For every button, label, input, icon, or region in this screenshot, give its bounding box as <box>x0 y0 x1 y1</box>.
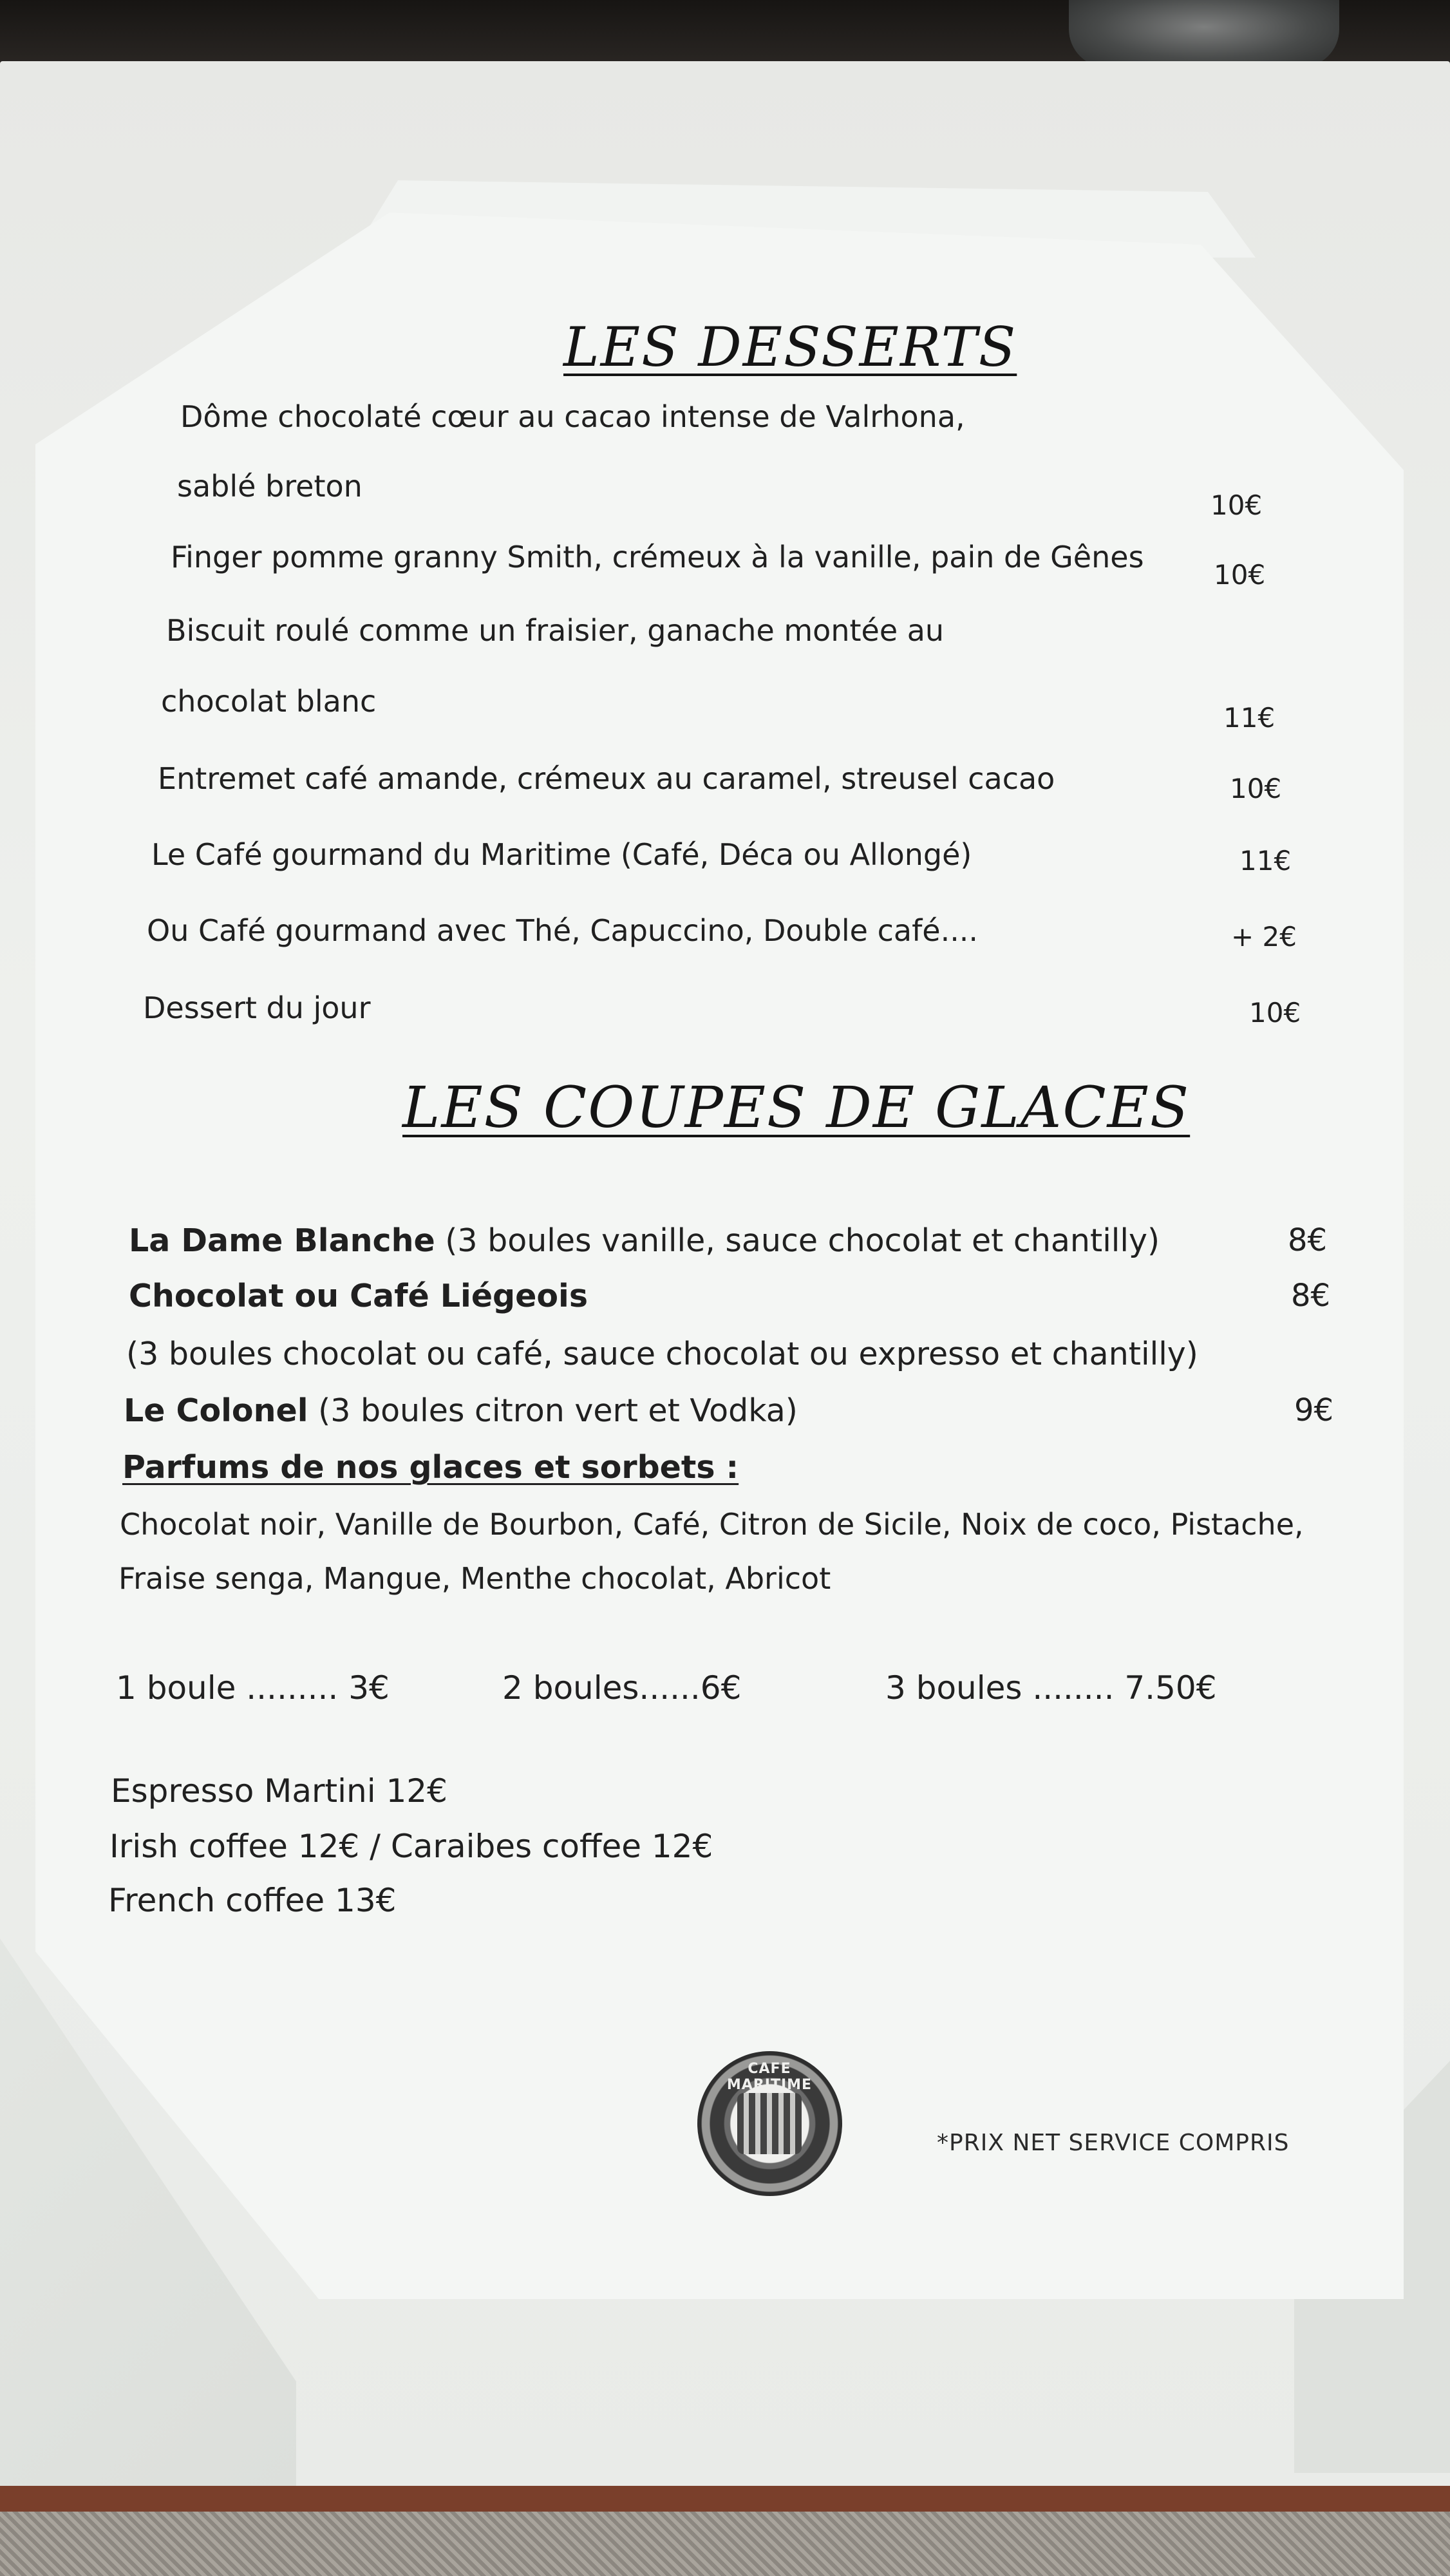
dessert-1-price: 10€ <box>1210 489 1263 521</box>
coupe-3-name: Le Colonel <box>124 1392 308 1429</box>
folder-bottom-edge <box>0 2486 1450 2512</box>
flavors-title: Parfums de nos glaces et sorbets : <box>122 1449 739 1486</box>
dessert-2-line1: Finger pomme granny Smith, crémeux à la vanille, pain de Gênes <box>171 540 1144 574</box>
dessert-3-line1: Biscuit roulé comme un fraisier, ganache montée au <box>166 613 945 648</box>
dessert-5-price: 11€ <box>1239 845 1292 876</box>
dessert-3-line2: chocolat blanc <box>161 684 377 719</box>
flavors-line-2: Fraise senga, Mangue, Menthe chocolat, Abricot <box>118 1561 831 1596</box>
service-note: *PRIX NET SERVICE COMPRIS <box>937 2130 1290 2156</box>
placemat <box>0 2512 1450 2576</box>
dessert-7-line1: Dessert du jour <box>143 990 371 1025</box>
coupe-1-price: 8€ <box>1288 1222 1328 1258</box>
dessert-4-line1: Entremet café amande, crémeux au caramel, streusel cacao <box>158 761 1055 796</box>
coupe-2-price: 8€ <box>1291 1278 1331 1314</box>
coupe-2-desc: (3 boules chocolat ou café, sauce chocolat ou expresso et chantilly) <box>126 1336 1198 1372</box>
flavors-line-1: Chocolat noir, Vanille de Bourbon, Café, Citron de Sicile, Noix de coco, Pistache, <box>120 1507 1304 1542</box>
dessert-7-price: 10€ <box>1249 997 1301 1028</box>
coupe-3-desc: (3 boules citron vert et Vodka) <box>308 1392 798 1429</box>
dessert-5-line1: Le Café gourmand du Maritime (Café, Déca ou Allongé) <box>151 837 972 872</box>
coupe-2-name: Chocolat ou Café Liégeois <box>129 1278 588 1314</box>
coupe-1-name: La Dame Blanche <box>129 1222 435 1259</box>
dessert-6-price: + 2€ <box>1231 921 1297 952</box>
drink-1: Espresso Martini 12€ <box>111 1772 447 1810</box>
coupe-1-desc: (3 boules vanille, sauce chocolat et chantilly) <box>435 1222 1160 1259</box>
dessert-3-price: 11€ <box>1223 702 1276 734</box>
scoop-price-1: 1 boule ......... 3€ <box>116 1669 390 1707</box>
drink-3: French coffee 13€ <box>108 1882 397 1919</box>
scoop-price-3: 3 boules ........ 7.50€ <box>885 1669 1217 1707</box>
dessert-2-price: 10€ <box>1214 559 1266 591</box>
dessert-1-line1: Dôme chocolaté cœur au cacao intense de Valrhona, <box>180 399 965 434</box>
dessert-6-line1: Ou Café gourmand avec Thé, Capuccino, Double café.... <box>147 913 979 948</box>
drink-2: Irish coffee 12€ / Caraibes coffee 12€ <box>109 1828 713 1865</box>
dessert-1-line2: sablé breton <box>177 469 362 504</box>
seal-text: CAFE MARITIME <box>726 2061 813 2093</box>
coupe-1 <box>129 1222 1160 1259</box>
coupe-3-price: 9€ <box>1294 1392 1334 1428</box>
glass-on-table <box>1069 0 1339 68</box>
seal-emblem-icon <box>737 2093 802 2154</box>
coupes-heading: LES COUPES DE GLACES <box>402 1074 1191 1141</box>
scoop-price-2: 2 boules......6€ <box>502 1669 742 1707</box>
desserts-heading: LES DESSERTS <box>563 316 1017 379</box>
coupe-3 <box>124 1392 798 1429</box>
dessert-4-price: 10€ <box>1230 773 1282 804</box>
